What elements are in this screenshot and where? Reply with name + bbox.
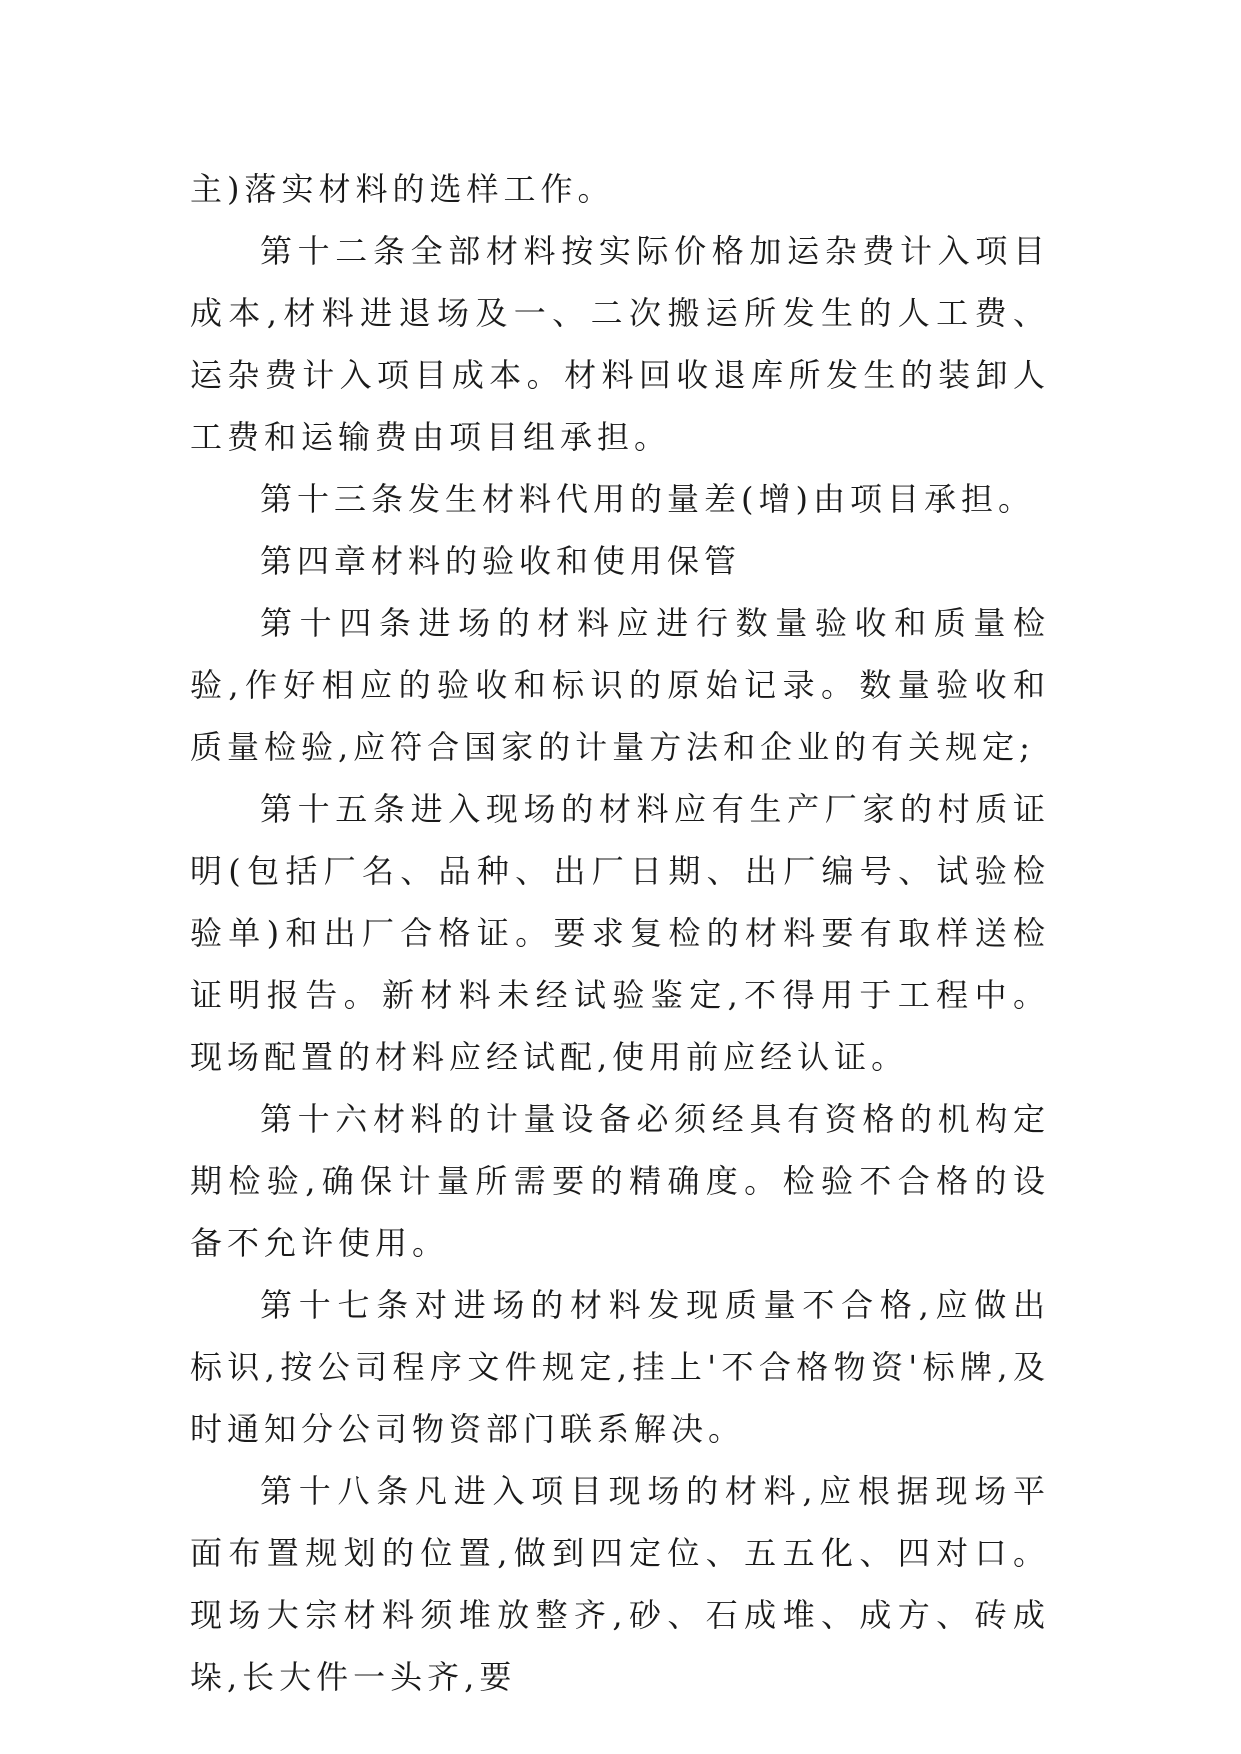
article-14-paragraph: 第十四条进场的材料应进行数量验收和质量检验,作好相应的验收和标识的原始记录。数量验收和质量检验,应符合国家的计量方法和企业的有关规定; (190, 604, 1050, 766)
paragraph-1: 主)落实材料的选样工作。 (190, 170, 615, 208)
article-18-paragraph: 第十八条凡进入项目现场的材料,应根据现场平面布置规划的位置,做到四定位、五五化、四对口。现场大宗材料须堆放整齐,砂、石成堆、成方、砖成垛,长大件一头齐,要 (190, 1472, 1050, 1696)
article-16-paragraph: 第十六材料的计量设备必须经具有资格的机构定期检验,确保计量所需要的精确度。检验不合格的设备不允许使用。 (190, 1100, 1050, 1262)
article-17-paragraph: 第十七条对进场的材料发现质量不合格,应做出标识,按公司程序文件规定,挂上'不合格物资'标牌,及时通知分公司物资部门联系解决。 (190, 1286, 1050, 1448)
article-15-paragraph: 第十五条进入现场的材料应有生产厂家的村质证明(包括厂名、品种、出厂日期、出厂编号、试验检验单)和出厂合格证。要求复检的材料要有取样送检证明报告。新材料未经试验鉴定,不得用于工程中。现场配置的材料应经试配,使用前应经认证。 (190, 790, 1050, 1076)
document-body (190, 158, 1050, 1708)
article-12-paragraph: 第十二条全部材料按实际价格加运杂费计入项目成本,材料进退场及一、二次搬运所发生的人工费、运杂费计入项目成本。材料回收退库所发生的装卸人工费和运输费由项目组承担。 (190, 232, 1050, 456)
article-13-paragraph: 第十三条发生材料代用的量差(增)由项目承担。 (260, 480, 1035, 518)
chapter-4-heading: 第四章材料的验收和使用保管 (260, 542, 742, 580)
